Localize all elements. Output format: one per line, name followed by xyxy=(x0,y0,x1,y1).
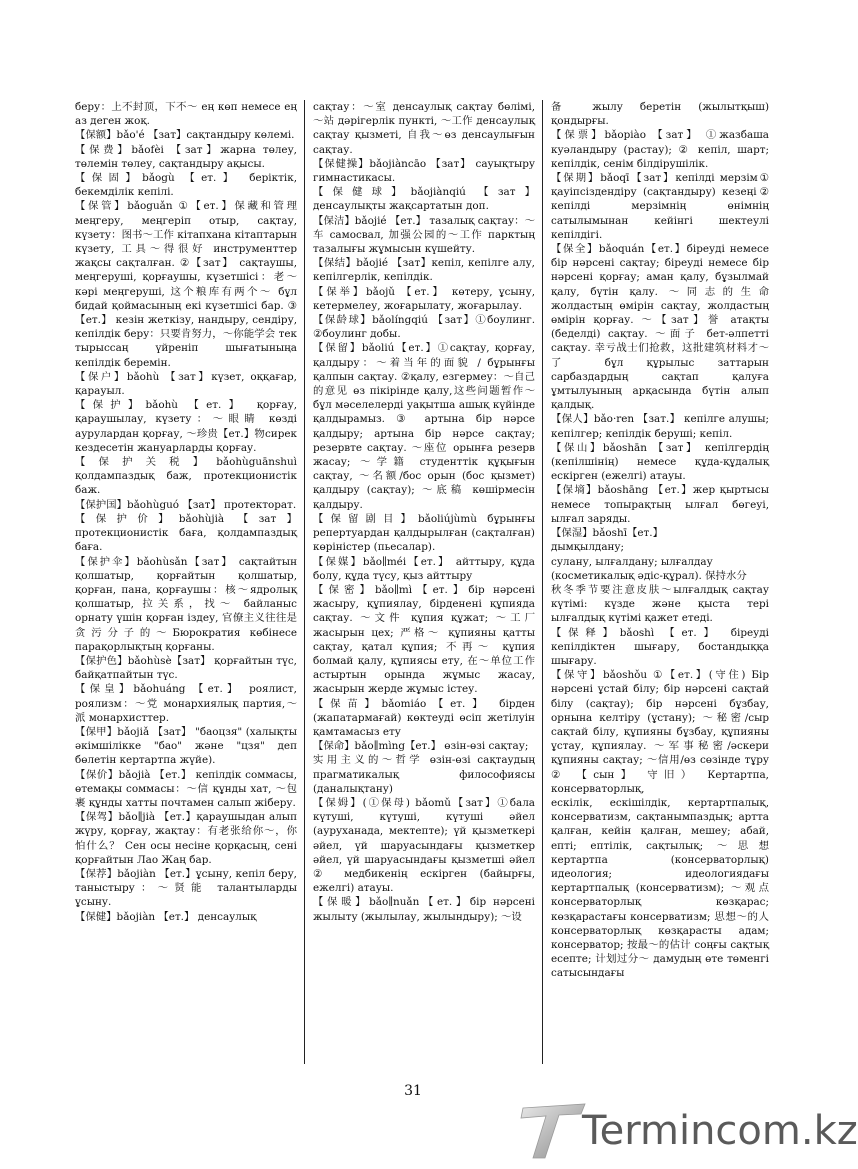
dictionary-entry: 【保留剧目】bǎoliújùmù бұрынғы репертуардан қалдырылған (сақталған) көріністер (пьесалар). xyxy=(313,512,535,554)
dictionary-entry: 【保护伞】bǎohùsǎn【зат】 сақтайтын қолшатыр, қорғайтын қолшатыр, қорған, пана, қорғаушы：核～ядролық қолшатыр, 拉关系，找～ байланыс орнату үшін қорған іздеу, 官僚主义往往是贪污分子的～Бюрократия көбінесе парақорлықтың қорғаны. xyxy=(75,555,297,653)
dictionary-entry: 【保健球】bǎojiànqiú 【зат】 денсаулықты жақсартатын доп. xyxy=(313,186,535,213)
dictionary-entry: 【保密】bǎo∥mì【ет.】бір нәрсені жасыру, құпиялау, бірдененi құпияда сақтау. ～文件 құпия құжат; ～工厂 жасырын цех; 严格～ құпияны қатты сақтау, қатал құпия; 不再～ құпия болмай қалу, құпиясы ету, 在～单位工作 астыртын орында жұмыс жасау, жасырын жерде жұмыс істеу. xyxy=(313,583,535,696)
dictionary-entry: 【保守】bǎoshǒu ①【ет.】(守住) Бір нәрсені ұстай білу; бір нәрсені сақтай білу (сақтау); бір нәрсені бұзбау, орнына келтіру (ұстану); ～秘密/сыр сақтай білу, құпияны бұзбау, құпияны ұстау, құпиялау. ～军事秘密/әскери құпияны сақтау; ～信用/өз сөзінде тұру ② 【сын】 守旧） Кертартпа, консерваторлық, xyxy=(551,669,769,795)
column-left xyxy=(75,100,297,1070)
dictionary-entry: 【保媒】bǎo∥méi【ет.】 айттыру, құда болу, құда түсу, қыз айттыру xyxy=(313,555,535,582)
column-divider-right xyxy=(542,100,543,1064)
dictionary-entry: 【保命】bǎo∥mìng【ет.】 өзін-өзі сақтау; xyxy=(313,740,529,753)
dictionary-entry: 【保健】bǎojiàn 【ет.】 денсаулық xyxy=(75,910,257,923)
column-right xyxy=(551,100,769,1070)
dictionary-entry: 【保湿】bǎoshī【ет.】 xyxy=(551,527,663,540)
dictionary-entry: 【保姆】(①保母) bǎomǔ【зат】①бала күтуші, күтуші, күтуші әйел (ауруханада, мектепте); үй қызметкері әйел, үй шаруасындағы қызметкер әйел, үй шаруасындағы қызметші әйел ② медбикенің ескірген (байырғы, ежелгі) атауы. xyxy=(313,796,535,895)
dictionary-entry: сақтау：～室 денсаулық сақтау бөлімі, ～站 дәрігерлік пункті, ～工作 денсаулық сақтау қызметі, 自我～өз денсаулығын сақтау. xyxy=(313,101,535,156)
dictionary-entry: сулану, ылғалдану; ылғалдау xyxy=(551,555,713,568)
dictionary-entry: 实用主义的～哲学 өзін-өзі сақтаудың прагматикалық философиясы (даналықтану) xyxy=(313,754,535,795)
dictionary-entry: 【保费】bǎofèi 【зат】жарна төлеу, төлемін төлеу, сақтандыру ақысы. xyxy=(75,143,297,170)
dictionary-entry: 【保管】bǎoguǎn ①【ет.】保藏和管理 меңгеру, меңгеріп отыр, сақтау, күзету：图书～工作 кітапхана кітаптарын күзету, 工具～得很好 инструменттер жақсы сақталған. ②【зат】 сақтаушы, меңгеруші, қорғаушы, күзетшісі：老～ кәрі меңгеруші, 这个粮库有两个～ бұл бидай қоймасының екі күзетшісі бар. ③【ет.】 кезін жеткізу, нандыру, сендіру, кепілдік беру：只要肯努力，～你能学会 тек тырыссаң үйреніп шығатыныңа кепілдік беремін. xyxy=(75,200,297,369)
dictionary-entry: беру：上不封顶，下不～ ең көп немесе ең аз деген жоқ. xyxy=(75,101,297,128)
dictionary-entry: 【保山】bǎoshān 【зат】 кепілгердің (кепілшінің) немесе құда-құдалық ескірген (ежелгі) атауы. xyxy=(551,441,769,483)
logo-t-mark-icon xyxy=(521,1104,585,1158)
dictionary-entry: 【保举】bǎojǔ 【ет.】 көтеру, ұсыну, кетермелеу, жоғарылату, жоғарылау. xyxy=(313,285,535,312)
column-middle xyxy=(313,100,535,1070)
dictionary-entry: 【保甲】bǎojiǎ 【зат】 "баоцзя" (халықты әкімшілікке "бао" және "цзя" деп бөлетін кертартпа жүйе). xyxy=(75,725,297,767)
dictionary-entry: 【保皇】bǎohuáng 【ет.】 роялист, роялизм：～党 монархиялық партия,～派 монархисттер. xyxy=(75,683,297,724)
dictionary-entry: 【保额】bǎo'é 【зат】сақтандыру көлемі. xyxy=(75,129,295,142)
dictionary-entry: (косметикалық әдіс-құрал). 保持水分 xyxy=(551,569,747,582)
dictionary-entry: ескілік, ескішілдік, кертартпалық, консерватизм, сақтанымпаздық; артта қалған, кейін қалған, мешеу; абай, епті; ептілік, сақтылық; ～思想 кертартпа (консерваторлық) идеология; идеологиядағы кертартпалық (консерватизм); ～观点 консерваторлық көзқарас; көзқарастағы консерватизм; 思想～的人 консерваторлық көзқарасты адам; консерватор; 按最～的估计 соңғы сақтық есепте; 计划过分～ дамудың өте төменгі сатысындағы xyxy=(551,796,769,980)
dictionary-entry: 【保留】bǎoliú【ет.】①сақтау, қорғау, қалдыру：～着当年的面貌 / бұрынғы қалпын сақтау. ②қалу, езгермеу：～自己的意见 өз пікірінде қалу,这些问题暂作～бұл мәселелерді уақытша ашық күйінде қалдырамыз. ③ артына бір нәрсе қалдыру; артына бір нәрсе сақтау; резервте сақтау. ～座位 орынға резерв жасау; ～学籍 студенттік құқығын сақтау, ～名额/бос орын (бос қызмет) қалдыру (сақтау); ～底稿 көшірмесін қалдыру. xyxy=(313,342,535,511)
dictionary-entry: 【保苗】bǎomiáo【ет.】 бірден (жапатармағай) көктеуді өсіп жетілуін қамтамасыз ету xyxy=(313,697,535,738)
column-divider-left xyxy=(304,100,305,1064)
dictionary-entry: 【保护价】bǎohùjià 【зат】 протекционистік баға, қолдампаздық баға. xyxy=(75,512,297,554)
dictionary-entry: 【保固】bǎogù 【ет.】 беріктік, бекемділік кепілі. xyxy=(75,172,297,199)
dictionary-entry: 秋冬季节要注意皮肤～ылғалдық сақтау күтімі: күзде және қыста тері ылғалдық күтімі қажет етеді. xyxy=(551,583,769,625)
dictionary-entry: 【保洁】bǎojié 【ет.】 тазалық сақтау：～车 самосвал, 加强公园的～工作 парктың тазалығы жұмысын күшейту. xyxy=(313,214,535,256)
dictionary-entry: 【保护关税】bǎohùguānshuì қолдампаздық баж, протекционистік баж. xyxy=(75,456,297,497)
dictionary-entry: 备 жылу беретін (жылытқыш) қондырғы. xyxy=(551,101,769,128)
page-number: 31 xyxy=(404,1083,422,1099)
dictionary-entry: 【保龄球】bǎolíngqiú 【зат】①боулинг. ②боулинг добы. xyxy=(313,314,535,341)
dictionary-entry: 【保荐】bǎojiàn 【ет.】ұсыну, кепіл беру, таныстыру：～贤能 талантыларды ұсыну. xyxy=(75,867,297,909)
dictionary-entry: 【保护】bǎohù 【ет.】 қорғау, қараушылау, күзету：～眼睛 көзді аурулардан қорғау, ～珍贵【ет.】物сирек кездесетін жануарларды қорғау. xyxy=(75,399,297,454)
dictionary-entry: 【保人】bǎo·ren 【зат.】 кепілге алушы; кепілгер; кепілдік берушi; кепіл. xyxy=(551,413,769,440)
dictionary-entry: 【保墒】bǎoshāng 【ет.】жер қыртысы немесе топырақтың ылғал бөгеуі, ылғал заряды. xyxy=(551,484,769,525)
logo-text: Termincom.kz xyxy=(582,1108,858,1154)
dictionary-entry: 【保价】bǎojià 【ет.】 кепілдік соммасы, өтемақы соммасы：～信 құнды хат, ～包裹 құнды хатты почтамен салып жіберу. xyxy=(75,768,297,809)
dictionary-entry: 【保护色】bǎohùsè【зат】 қорғайтын түс, байқатпайтын түс. xyxy=(75,654,297,682)
dictionary-entry: 【保全】bǎoquán【ет.】біреуді немесе бір нәрсені сақтау; біреуді немесе бір нәрсені қорғау; аман қалу, бұзылмай қалу, бүтін қалу. ～同志的生命 жолдастың өмірін сақтау, жолдастың өмірін қорғау. ～【зат】誉 атақты (беделді) сақтау. ～面子 бет-әлпетті сақтау. 幸亏战士们抢救，这批建筑材料才～了 бұл құрылыс заттарын сарбаздардың сақтап қалуға ұмтылуының арқасында бүтін алып қалдық. xyxy=(551,243,769,412)
dictionary-entry: 【保暖】bǎo∥nuǎn【ет.】бір нәрсені жылыту (жылылау, жылындыру); ～设 xyxy=(313,896,535,923)
dictionary-entry: 【保结】bǎojié 【зат】кепіл, кепілге алу, кепілгерлік, кепілдік. xyxy=(313,257,535,284)
dictionary-entry: 【保释】bǎoshì 【ет.】 біреуді кепілдіктен шығару, бостандыққа шығару. xyxy=(551,626,769,667)
dictionary-entry: 【保护国】bǎohùguó 【зат】 протекторат. xyxy=(75,498,297,511)
dictionary-entry: дымқылдану; xyxy=(551,541,625,554)
dictionary-entry: 【保健操】bǎojiàncāo 【зат】 сауықтыру гимнастикасы. xyxy=(313,157,535,185)
dictionary-entry: 【保驾】bǎo∥jià 【ет.】қараушыдан алып жүру, қорғау, жақтау：有老张给你～，你怕什么？ Сен осы несіне қорқасың, сені қорғайтын Лао Жаң бар. xyxy=(75,811,297,866)
dictionary-entry: 【保期】bǎoqī【зат】кепілді мерзім① қауіпсіздендіру (сақтандыру) кезеңі② кепілді мерзімнің өнімнің сатылымынан кейінгі шектеулі кепілдігі. xyxy=(551,172,769,241)
dictionary-entry: 【保票】bǎopiào 【зат】 ①жазбаша куәландыру (растау); ② кепіл, шарт; кепілдік, сенім білдірушілік. xyxy=(551,129,769,170)
dictionary-entry: 【保户】bǎohù 【зат】күзет, оққағар, қарауыл. xyxy=(75,370,297,398)
